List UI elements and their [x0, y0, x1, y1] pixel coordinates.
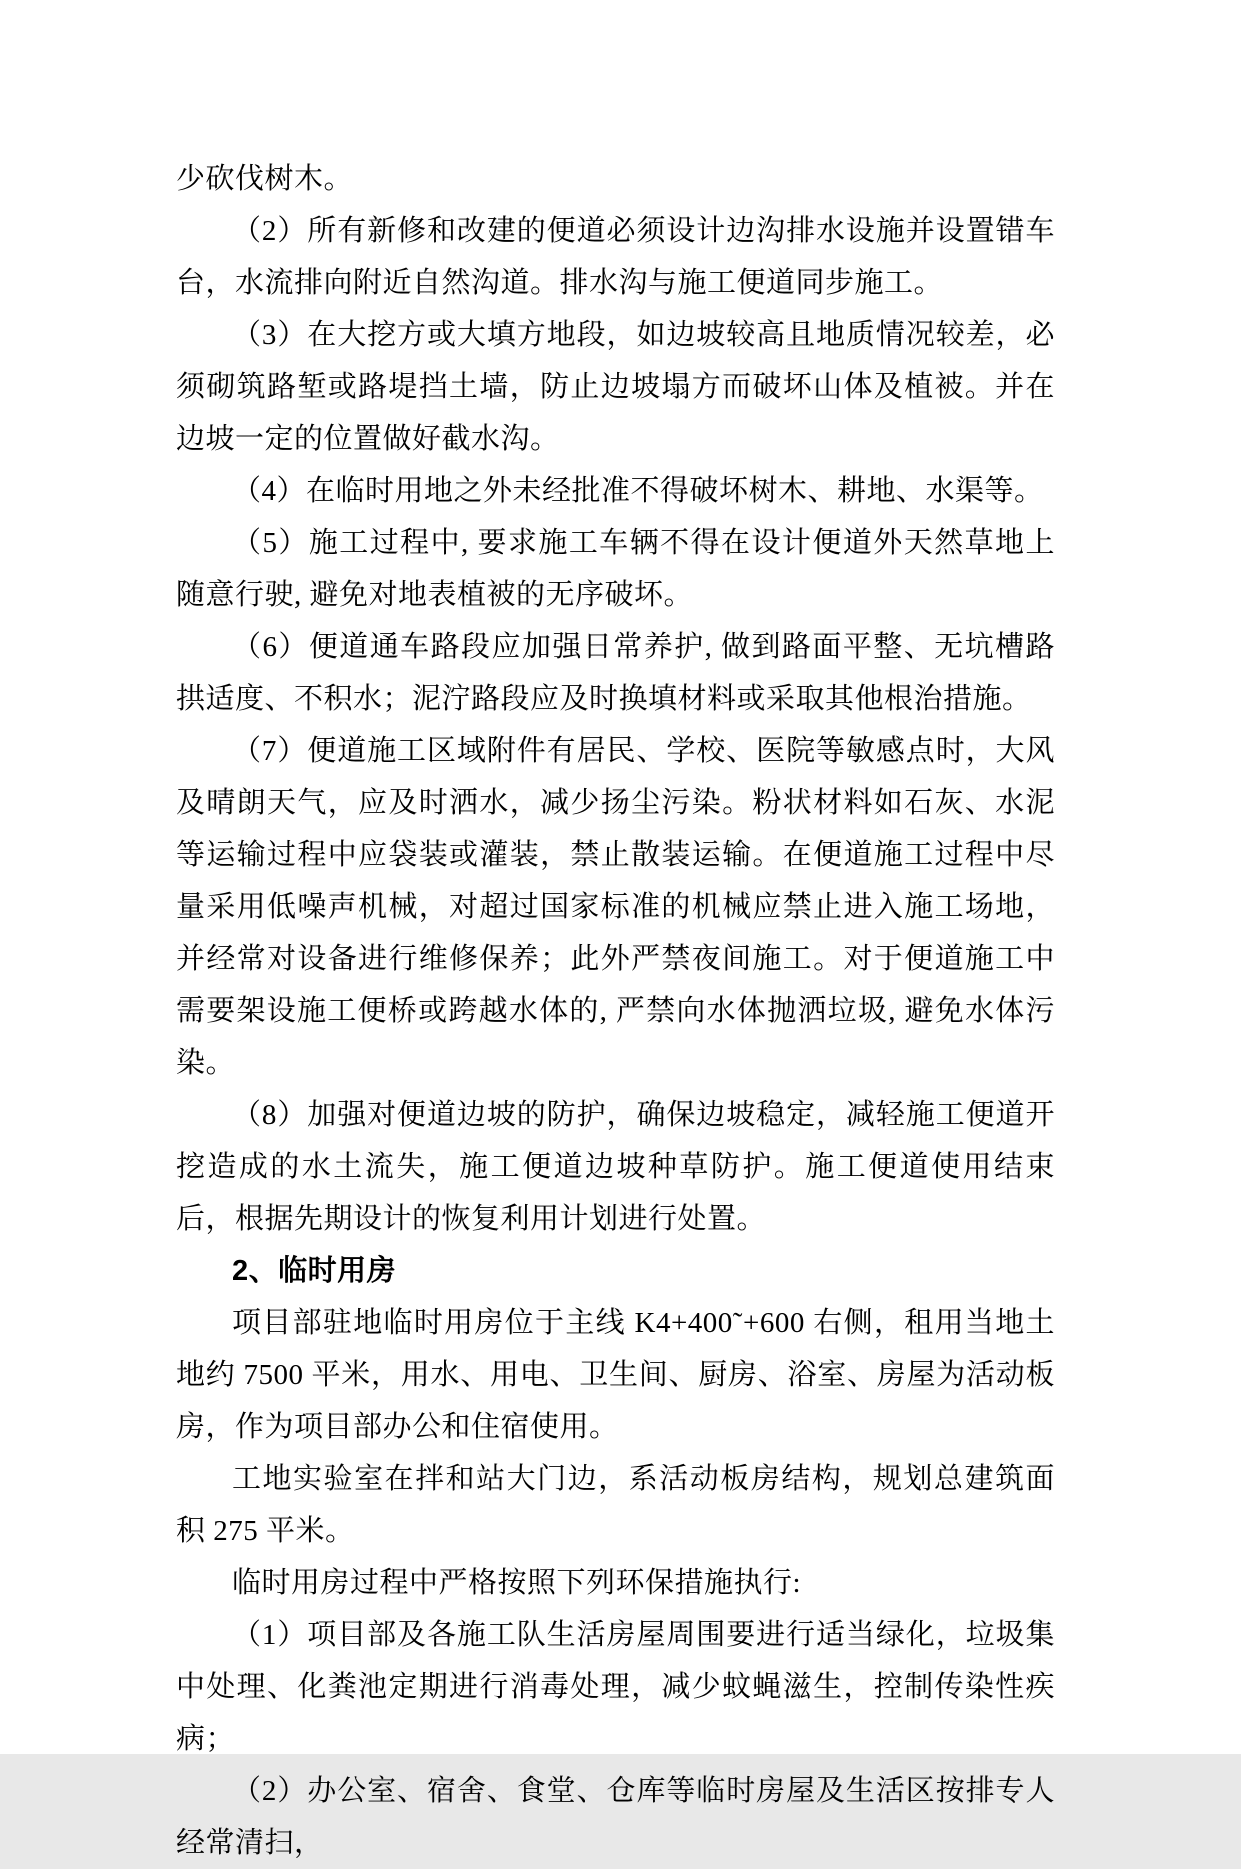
- section-heading: 2、临时用房: [232, 1255, 397, 1287]
- document-body: [176, 153, 1055, 1869]
- paragraph: （4）在临时用地之外未经批准不得破坏树木、耕地、水渠等。: [232, 475, 1044, 507]
- paragraph: （8）加强对便道边坡的防护，确保边坡稳定，减轻施工便道开挖造成的水土流失，施工便道边坡种草防护。施工便道使用结束后，根据先期设计的恢复利用计划进行处置。: [176, 1099, 1055, 1235]
- paragraph: （2）办公室、宿舍、食堂、仓库等临时房屋及生活区按排专人经常清扫，: [176, 1775, 1055, 1859]
- paragraph: （3）在大挖方或大填方地段，如边坡较高且地质情况较差，必须砌筑路堑或路堤挡土墙，防止边坡塌方而破坏山体及植被。并在边坡一定的位置做好截水沟。: [176, 319, 1055, 455]
- paragraph: （2）所有新修和改建的便道必须设计边沟排水设施并设置错车台，水流排向附近自然沟道。排水沟与施工便道同步施工。: [176, 215, 1055, 299]
- paragraph: 临时用房过程中严格按照下列环保措施执行:: [232, 1567, 802, 1599]
- paragraph: （1）项目部及各施工队生活房屋周围要进行适当绿化，垃圾集中处理、化粪池定期进行消毒处理，减少蚊蝇滋生，控制传染性疾病；: [176, 1619, 1055, 1755]
- paragraph: （7）便道施工区域附件有居民、学校、医院等敏感点时，大风及晴朗天气，应及时洒水，减少扬尘污染。粉状材料如石灰、水泥等运输过程中应袋装或灌装，禁止散装运输。在便道施工过程中尽量采用低噪声机械，对超过国家标准的机械应禁止进入施工场地，并经常对设备进行维修保养；此外严禁夜间施工。对于便道施工中需要架设施工便桥或跨越水体的, 严禁向水体抛洒垃圾, 避免水体污染。: [176, 735, 1055, 1079]
- paragraph: 少砍伐树木。: [176, 163, 354, 195]
- paragraph: （6）便道通车路段应加强日常养护, 做到路面平整、无坑槽路拱适度、不积水；泥泞路段应及时换填材料或采取其他根治措施。: [176, 631, 1055, 715]
- paragraph: 项目部驻地临时用房位于主线 K4+400˜+600 右侧，租用当地土地约 7500 平米，用水、用电、卫生间、厨房、浴室、房屋为活动板房，作为项目部办公和住宿使用。: [176, 1307, 1055, 1443]
- paragraph: （5）施工过程中, 要求施工车辆不得在设计便道外天然草地上随意行驶, 避免对地表植被的无序破坏。: [176, 527, 1055, 611]
- paragraph: 工地实验室在拌和站大门边，系活动板房结构，规划总建筑面积 275 平米。: [176, 1463, 1055, 1547]
